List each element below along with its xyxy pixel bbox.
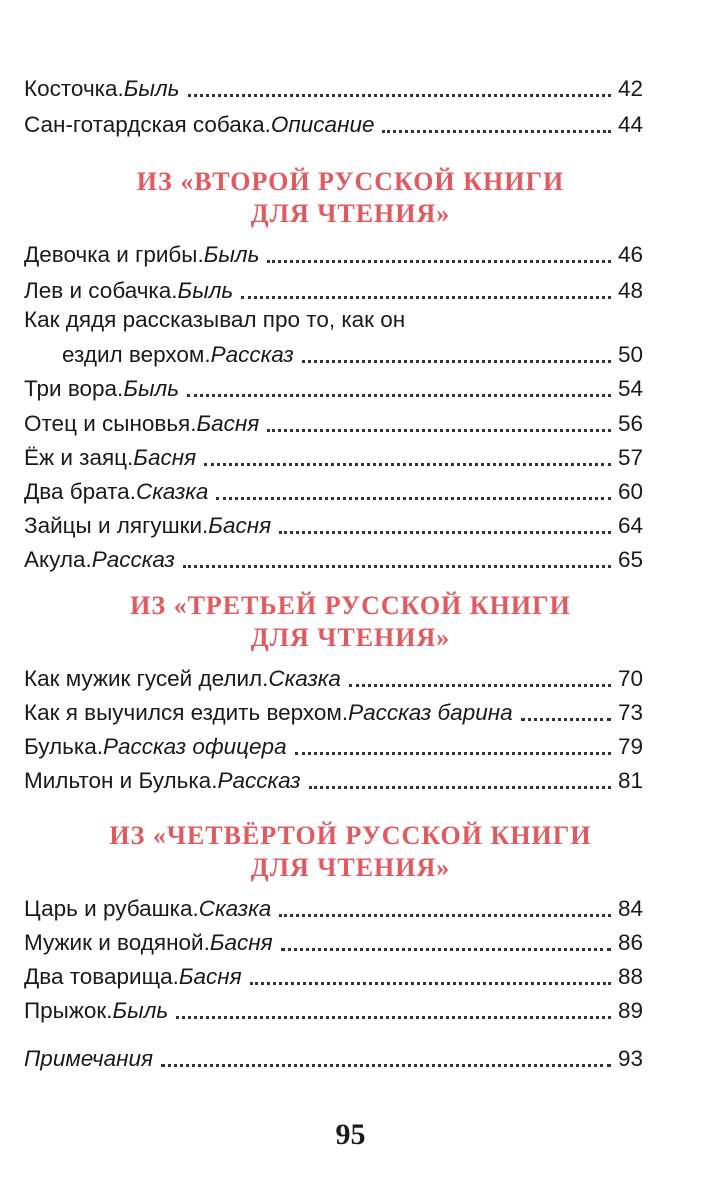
entry-page-number: 46 — [617, 242, 643, 267]
entry-page-number: 57 — [617, 445, 643, 470]
toc-entry — [24, 401, 643, 437]
section-heading-line: ДЛЯ ЧТЕНИЯ» — [250, 623, 451, 652]
entry-page-number: 64 — [617, 513, 643, 538]
dot-leader — [279, 531, 611, 534]
toc-entry — [24, 503, 643, 539]
dot-leader — [279, 914, 611, 917]
entry-genre: Басня — [209, 930, 273, 955]
entry-page-number: 60 — [617, 479, 643, 504]
entry-genre: Быль — [177, 278, 234, 303]
entry-page-number: 84 — [617, 896, 643, 921]
entry-genre: Быль — [112, 998, 169, 1023]
dot-leader — [204, 463, 611, 466]
entry-genre: Басня — [133, 445, 197, 470]
dot-leader — [187, 394, 611, 397]
toc-entry — [62, 332, 643, 368]
dot-leader — [281, 948, 611, 951]
entry-title: Булька. — [24, 734, 103, 759]
entry-page-number: 54 — [617, 376, 643, 401]
entry-title: Зайцы и лягушки. — [24, 513, 209, 538]
entry-title-first-line: Как дядя рассказывал про то, как он — [24, 307, 406, 332]
section-heading — [0, 590, 701, 654]
entry-page-number: 44 — [617, 112, 643, 137]
entry-page-number: 65 — [617, 547, 643, 572]
entry-genre: Рассказ — [217, 768, 301, 793]
toc-entry — [24, 366, 643, 402]
toc-entry-notes — [24, 1036, 643, 1072]
entry-title: Мужик и водяной. — [24, 930, 210, 955]
dot-leader — [267, 260, 611, 263]
entry-genre: Рассказ — [210, 342, 294, 367]
entry-title: Прыжок. — [24, 998, 113, 1023]
entry-title: Ёж и заяц. — [24, 445, 134, 470]
dot-leader — [176, 1016, 611, 1019]
dot-leader — [267, 429, 611, 432]
toc-entry — [24, 232, 643, 268]
entry-title: Отец и сыновья. — [24, 411, 197, 436]
entry-page-number: 81 — [617, 768, 643, 793]
entry-genre: Описание — [270, 112, 375, 137]
entry-title: Два брата. — [24, 479, 136, 504]
entry-title: Как мужик гусей делил. — [24, 666, 269, 691]
toc-entry — [24, 656, 643, 692]
section-heading — [0, 820, 701, 884]
entry-genre: Быль — [123, 76, 180, 101]
entry-title: Сан-готардская собака. — [24, 112, 271, 137]
section-heading-line: ИЗ «ЧЕТВЁРТОЙ РУССКОЙ КНИГИ — [109, 821, 592, 850]
entry-genre: Басня — [178, 964, 242, 989]
toc-entry — [24, 886, 643, 922]
entry-genre: Сказка — [268, 666, 341, 691]
dot-leader — [302, 360, 611, 363]
dot-leader — [216, 497, 611, 500]
toc-entry — [24, 268, 643, 304]
dot-leader — [161, 1064, 611, 1067]
entry-title: Три вора. — [24, 376, 124, 401]
entry-genre: Басня — [196, 411, 260, 436]
entry-page-number: 70 — [617, 666, 643, 691]
entry-genre: Быль — [123, 376, 180, 401]
entry-page-number: 79 — [617, 734, 643, 759]
entry-genre: Басня — [208, 513, 272, 538]
entry-title: ездил верхом. — [62, 342, 211, 367]
entry-genre: Рассказ офицера — [102, 734, 287, 759]
entry-genre: Быль — [203, 242, 260, 267]
toc-entry — [24, 988, 643, 1024]
dot-leader — [241, 296, 611, 299]
entry-page-number: 42 — [617, 76, 643, 101]
entry-page-number: 86 — [617, 930, 643, 955]
toc-entry — [24, 435, 643, 471]
entry-page-number: 50 — [617, 342, 643, 367]
dot-leader — [309, 786, 611, 789]
toc-entry — [24, 469, 643, 505]
dot-leader — [382, 130, 611, 133]
entry-title: Царь и рубашка. — [24, 896, 199, 921]
entry-title: Как я выучился ездить верхом. — [24, 700, 349, 725]
toc-entry — [24, 758, 643, 794]
entry-title: Акула. — [24, 547, 92, 572]
entry-title: Косточка. — [24, 76, 124, 101]
section-heading-line: ИЗ «ВТОРОЙ РУССКОЙ КНИГИ — [136, 167, 565, 196]
entry-title: Мильтон и Булька. — [24, 768, 218, 793]
entry-title: Два товарища. — [24, 964, 179, 989]
dot-leader — [349, 684, 611, 687]
entry-page-number: 89 — [617, 998, 643, 1023]
toc-entry — [24, 537, 643, 573]
dot-leader — [295, 752, 611, 755]
toc-entry — [24, 954, 643, 990]
section-heading-line: ДЛЯ ЧТЕНИЯ» — [250, 199, 451, 228]
dot-leader — [521, 718, 611, 721]
toc-entry — [24, 690, 643, 726]
entry-page-number: 88 — [617, 964, 643, 989]
entry-page-number: 93 — [617, 1046, 643, 1071]
entry-genre: Рассказ барина — [348, 700, 513, 725]
entry-page-number: 56 — [617, 411, 643, 436]
section-heading-line: ИЗ «ТРЕТЬЕЙ РУССКОЙ КНИГИ — [130, 591, 571, 620]
toc-entry — [24, 66, 643, 102]
dot-leader — [250, 982, 611, 985]
entry-title: Девочка и грибы. — [24, 242, 204, 267]
toc-entry — [24, 724, 643, 760]
entry-genre: Сказка — [135, 479, 209, 504]
section-heading — [0, 166, 701, 230]
toc-entry — [24, 920, 643, 956]
entry-genre: Рассказ — [91, 547, 175, 572]
dot-leader — [188, 94, 611, 97]
section-heading-line: ДЛЯ ЧТЕНИЯ» — [250, 853, 451, 882]
entry-page-number: 48 — [617, 278, 643, 303]
dot-leader — [183, 565, 611, 568]
page-number: 95 — [335, 1118, 366, 1151]
entry-page-number: 73 — [617, 700, 643, 725]
entry-genre: Сказка — [198, 896, 272, 921]
toc-entry — [24, 102, 643, 138]
entry-title: Лев и собачка. — [24, 278, 178, 303]
entry-genre: Примечания — [24, 1046, 154, 1071]
